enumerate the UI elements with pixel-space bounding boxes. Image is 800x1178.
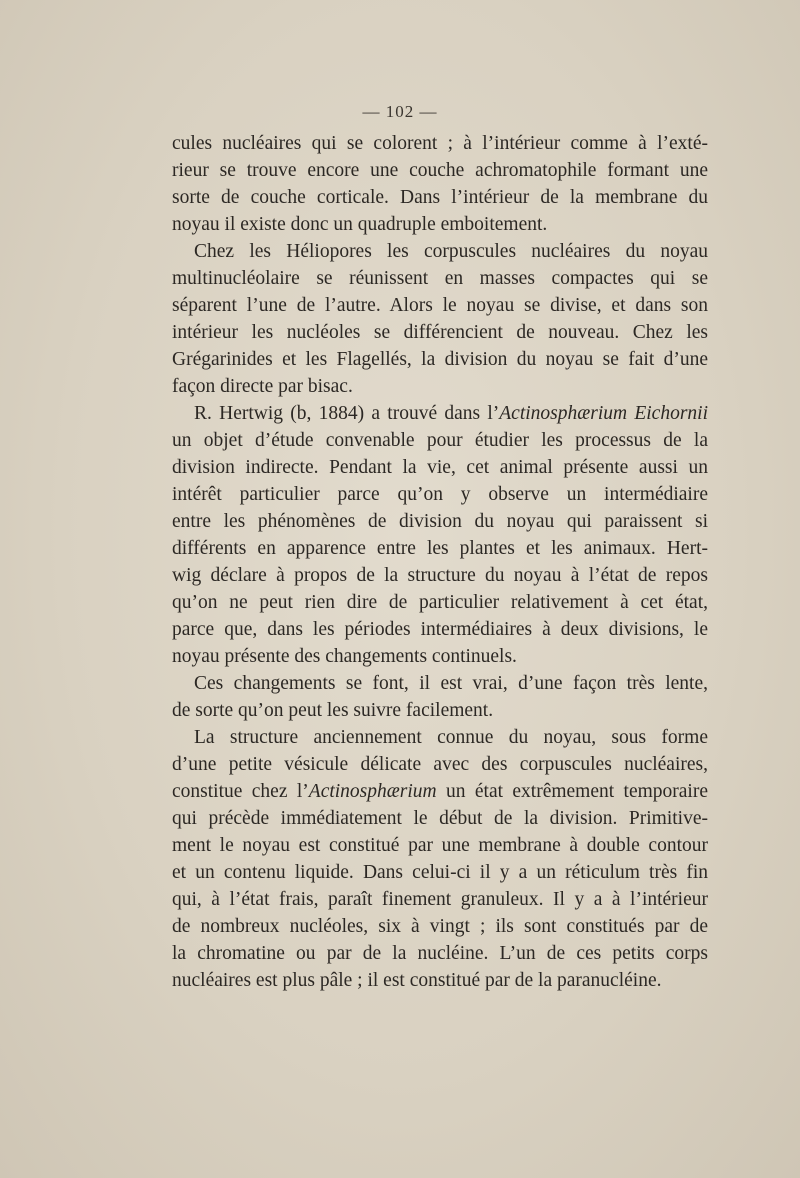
- text-fragment: constitue chez l’: [172, 781, 309, 802]
- text-line: Grégarinides et les Flagellés, la division du noyau se fait d’une: [172, 349, 708, 370]
- text-line: intérieur les nucléoles se différencient de nouveau. Chez les: [172, 322, 708, 343]
- text-line: qui précède immédiatement le début de la division. Primitive-: [172, 808, 708, 829]
- text-line: séparent l’une de l’autre. Alors le noyau se divise, et dans son: [172, 295, 708, 316]
- text-line: noyau présente des changements continuels.: [172, 646, 517, 667]
- text-fragment: un état extrêmement temporaire: [436, 781, 709, 802]
- species-name: Actinosphærium: [308, 781, 437, 802]
- text-line: d’une petite vésicule délicate avec des corpuscules nucléaires,: [172, 754, 708, 775]
- text-line: Ces changements se font, il est vrai, d’une façon très lente,: [194, 673, 708, 694]
- text-line: la chromatine ou par de la nucléine. L’un de ces petits corps: [172, 943, 708, 964]
- text-line: et un contenu liquide. Dans celui-ci il y a un réticulum très fin: [172, 862, 708, 883]
- text-line: Chez les Héliopores les corpuscules nucléaires du noyau: [194, 241, 708, 262]
- paragraph-3: [172, 400, 708, 670]
- species-name: Actinosphærium Eichornii: [499, 403, 708, 424]
- text-line: intérêt particulier parce qu’on y observe un intermédiaire: [172, 484, 708, 505]
- paragraph-1: [172, 130, 708, 238]
- text-line: La structure anciennement connue du noyau, sous forme: [194, 727, 708, 748]
- text-line: qu’on ne peut rien dire de particulier relativement à cet état,: [172, 592, 708, 613]
- text-line: un objet d’étude convenable pour étudier les processus de la: [172, 430, 708, 451]
- text-line: façon directe par bisac.: [172, 376, 353, 397]
- text-line: nucléaires est plus pâle ; il est constitué par de la paranucléine.: [172, 970, 662, 991]
- text-line: wig déclare à propos de la structure du noyau à l’état de repos: [172, 565, 708, 586]
- text-line: sorte de couche corticale. Dans l’intérieur de la membrane du: [172, 187, 708, 208]
- body-text: [172, 130, 708, 994]
- text-fragment: R. Hertwig (b, 1884) a trouvé dans l’: [194, 403, 500, 424]
- text-line: [172, 400, 708, 427]
- text-line: cules nucléaires qui se colorent ; à l’intérieur comme à l’exté-: [172, 133, 708, 154]
- text-line: [172, 778, 708, 805]
- text-line: ment le noyau est constitué par une membrane à double contour: [172, 835, 708, 856]
- page-number: — 102 —: [362, 102, 438, 121]
- text-line: division indirecte. Pendant la vie, cet animal présente aussi un: [172, 457, 708, 478]
- text-line: parce que, dans les périodes intermédiaires à deux divisions, le: [172, 619, 708, 640]
- text-line: entre les phénomènes de division du noyau qui paraissent si: [172, 511, 708, 532]
- text-line: différents en apparence entre les plantes et les animaux. Hert-: [172, 538, 708, 559]
- text-line: de nombreux nucléoles, six à vingt ; ils sont constitués par de: [172, 916, 708, 937]
- text-line: qui, à l’état frais, paraît finement granuleux. Il y a à l’intérieur: [172, 889, 708, 910]
- text-line: rieur se trouve encore une couche achromatophile formant une: [172, 160, 708, 181]
- text-line: multinucléolaire se réunissent en masses compactes qui se: [172, 268, 708, 289]
- paragraph-2: [172, 238, 708, 400]
- text-line: de sorte qu’on peut les suivre facilement.: [172, 700, 494, 721]
- text-line: noyau il existe donc un quadruple emboitement.: [172, 214, 548, 235]
- paragraph-4: [172, 670, 708, 724]
- paragraph-5: [172, 724, 708, 994]
